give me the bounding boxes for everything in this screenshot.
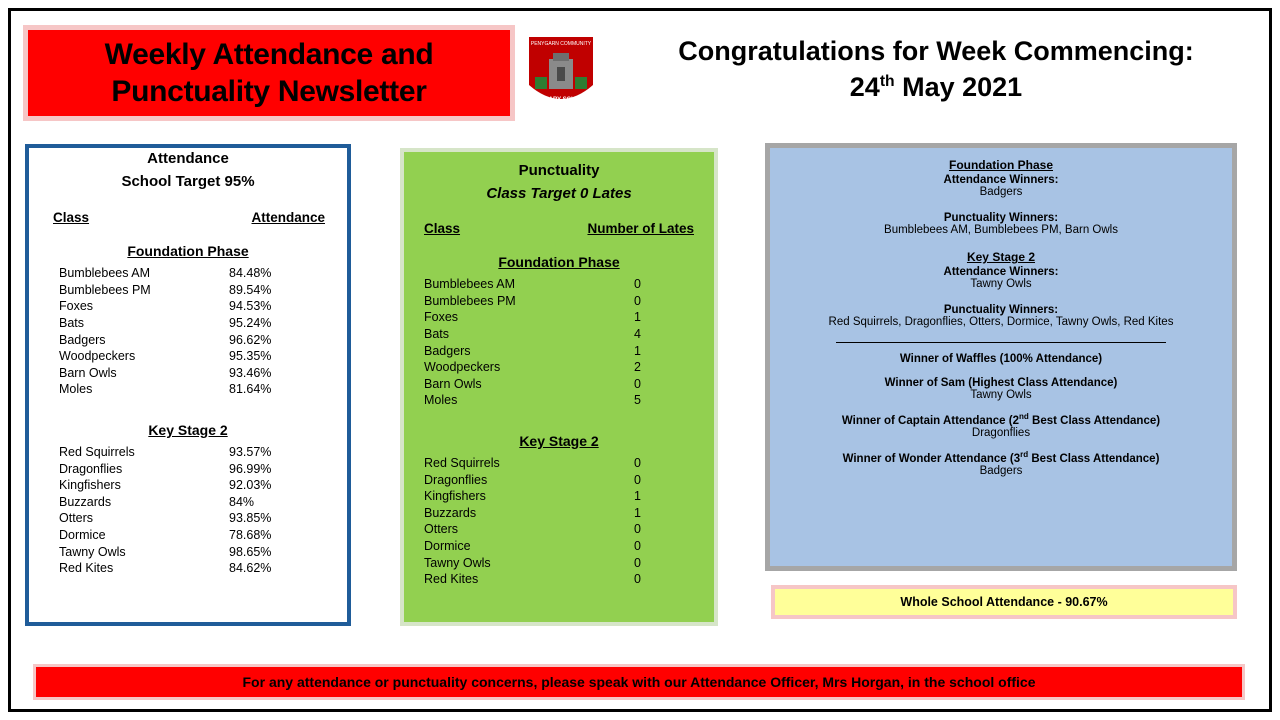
punctuality-panel xyxy=(400,148,718,626)
table-row xyxy=(404,276,714,293)
attendance-header-value: Attendance xyxy=(251,210,325,225)
table-row xyxy=(404,376,714,393)
class-value: 0 xyxy=(634,572,641,587)
table-row xyxy=(404,538,714,555)
class-value: 0 xyxy=(634,539,641,554)
class-name: Foxes xyxy=(59,299,94,314)
congratulations-date xyxy=(611,69,1261,105)
table-row xyxy=(404,392,714,409)
congratulations-date-ordinal: th xyxy=(879,73,895,91)
class-name: Tawny Owls xyxy=(424,555,491,570)
class-value: 0 xyxy=(634,522,641,537)
class-value: 98.65% xyxy=(229,544,272,559)
table-row xyxy=(29,348,347,365)
class-name: Kingfishers xyxy=(59,478,121,493)
class-name: Bumblebees AM xyxy=(59,266,151,281)
attendance-title-block xyxy=(29,148,347,193)
punctuality-subtitle: Class Target 0 Lates xyxy=(486,184,632,202)
class-value: 0 xyxy=(634,277,641,292)
class-value: 0 xyxy=(634,555,641,570)
winners-ks2-attendance-value: Tawny Owls xyxy=(970,278,1032,290)
class-value: 2 xyxy=(634,360,641,375)
class-value: 5 xyxy=(634,393,641,408)
class-name: Bumblebees AM xyxy=(424,277,516,292)
table-row xyxy=(29,460,347,477)
table-row xyxy=(404,554,714,571)
class-value: 1 xyxy=(634,310,641,325)
award-captain-label: Winner of Captain Attendance (2nd Best Class Attendance) xyxy=(841,412,1161,427)
class-name: Barn Owls xyxy=(424,376,482,391)
class-value: 0 xyxy=(634,456,641,471)
table-row xyxy=(404,505,714,522)
winners-key-stage-2-heading: Key Stage 2 xyxy=(966,250,1036,264)
table-row xyxy=(29,331,347,348)
class-name: Kingfishers xyxy=(424,489,486,504)
attendance-column-headers xyxy=(29,210,347,225)
class-value: 93.46% xyxy=(229,365,272,380)
table-row xyxy=(29,527,347,544)
divider xyxy=(836,342,1166,343)
class-name: Otters xyxy=(424,522,459,537)
table-row xyxy=(404,359,714,376)
class-name: Bumblebees PM xyxy=(424,293,516,308)
table-row xyxy=(404,471,714,488)
award-sam-value: Tawny Owls xyxy=(970,389,1032,401)
table-row xyxy=(404,342,714,359)
class-value: 96.99% xyxy=(229,461,272,476)
class-name: Moles xyxy=(59,382,93,397)
class-value: 93.57% xyxy=(229,445,272,460)
table-row xyxy=(29,494,347,511)
congratulations-date-day: 24 xyxy=(849,72,880,103)
class-name: Bats xyxy=(424,327,450,342)
punctuality-group-key-stage-2: Key Stage 2 xyxy=(519,432,599,449)
class-name: Dormice xyxy=(424,539,471,554)
award-wonder-value: Badgers xyxy=(979,464,1023,477)
table-row xyxy=(29,381,347,398)
page-title-line1: Weekly Attendance and xyxy=(104,37,434,71)
award-captain-value: Dragonflies xyxy=(971,426,1031,439)
class-value: 84% xyxy=(229,494,255,509)
table-row xyxy=(29,365,347,382)
class-name: Red Kites xyxy=(424,572,479,587)
award-sam-label: Winner of Sam (Highest Class Attendance) xyxy=(884,377,1118,389)
award-waffles-label: Winner of Waffles (100% Attendance) xyxy=(899,353,1103,365)
class-value: 95.24% xyxy=(229,316,272,331)
table-row xyxy=(404,521,714,538)
punctuality-header-value: Number of Lates xyxy=(587,221,694,236)
class-name: Otters xyxy=(59,511,94,526)
table-row xyxy=(29,560,347,577)
punctuality-column-headers xyxy=(404,221,714,236)
class-value: 95.35% xyxy=(229,349,272,364)
punctuality-group-foundation-phase: Foundation Phase xyxy=(498,254,620,270)
class-value: 1 xyxy=(634,489,641,504)
class-value: 81.64% xyxy=(229,382,272,397)
class-value: 0 xyxy=(634,472,641,487)
table-row xyxy=(404,488,714,505)
class-name: Dragonflies xyxy=(424,472,488,487)
table-row xyxy=(404,326,714,343)
class-name: Moles xyxy=(424,393,458,408)
class-name: Badgers xyxy=(59,332,106,347)
award-wonder-label: Winner of Wonder Attendance (3rd Best Class Attendance) xyxy=(842,449,1160,465)
congratulations-line1: Congratulations for Week Commencing: xyxy=(678,36,1194,66)
class-name: Buzzards xyxy=(424,505,477,520)
class-value: 89.54% xyxy=(229,282,272,297)
class-name: Woodpeckers xyxy=(424,360,501,375)
class-value: 92.03% xyxy=(229,478,272,493)
punctuality-title: Punctuality xyxy=(518,162,600,179)
class-name: Barn Owls xyxy=(59,365,117,380)
winners-fp-punctuality-label: Punctuality Winners: xyxy=(943,212,1059,224)
winners-fp-attendance-label: Attendance Winners: xyxy=(943,174,1059,186)
table-row xyxy=(29,510,347,527)
table-row xyxy=(29,298,347,315)
class-value: 4 xyxy=(634,327,641,342)
class-value: 0 xyxy=(634,293,641,308)
class-name: Dormice xyxy=(59,528,106,543)
class-value: 1 xyxy=(634,343,641,358)
class-value: 0 xyxy=(634,376,641,391)
class-name: Bumblebees PM xyxy=(59,282,151,297)
class-name: Tawny Owls xyxy=(59,544,126,559)
table-row xyxy=(29,315,347,332)
table-row xyxy=(29,282,347,299)
table-row xyxy=(404,455,714,472)
congratulations-date-rest: May 2021 xyxy=(894,72,1023,103)
winners-panel xyxy=(765,143,1237,571)
winners-fp-attendance-value: Badgers xyxy=(979,186,1023,198)
school-crest-logo xyxy=(523,33,599,115)
newsletter-page xyxy=(8,8,1272,712)
class-value: 84.48% xyxy=(229,266,272,281)
logo-text-top: PENYGARN COMMUNITY xyxy=(530,41,592,47)
class-name: Buzzards xyxy=(59,494,112,509)
attendance-group-foundation-phase: Foundation Phase xyxy=(127,243,249,259)
class-value: 93.85% xyxy=(229,511,272,526)
footer-note: For any attendance or punctuality concerns, please speak with our Attendance Officer, Mrs Horgan, in the school office xyxy=(33,664,1245,700)
table-row xyxy=(29,265,347,282)
class-value: 78.68% xyxy=(229,528,272,543)
attendance-group-key-stage-2: Key Stage 2 xyxy=(148,421,228,438)
page-title xyxy=(105,36,434,111)
class-value: 94.53% xyxy=(229,299,272,314)
class-value: 84.62% xyxy=(229,561,272,576)
class-name: Dragonflies xyxy=(59,461,123,476)
winners-ks2-punctuality-value: Red Squirrels, Dragonflies, Otters, Dormice, Tawny Owls, Red Kites xyxy=(828,316,1174,328)
winners-ks2-punctuality-label: Punctuality Winners: xyxy=(943,304,1059,316)
winners-ks2-attendance-label: Attendance Winners: xyxy=(943,266,1059,278)
punctuality-title-block xyxy=(404,152,714,205)
class-name: Badgers xyxy=(424,343,471,358)
class-value: 96.62% xyxy=(229,332,272,347)
class-name: Foxes xyxy=(424,310,459,325)
whole-school-attendance-badge: Whole School Attendance - 90.67% xyxy=(771,585,1237,619)
table-row xyxy=(404,293,714,310)
winners-fp-punctuality-value: Bumblebees AM, Bumblebees PM, Barn Owls xyxy=(884,224,1118,236)
class-name: Woodpeckers xyxy=(59,349,136,364)
attendance-title: Attendance xyxy=(147,150,229,167)
attendance-subtitle: School Target 95% xyxy=(121,172,255,190)
table-row xyxy=(29,477,347,494)
newsletter-title-box xyxy=(23,25,515,121)
attendance-panel xyxy=(25,144,351,626)
table-row xyxy=(29,444,347,461)
table-row xyxy=(404,571,714,588)
winners-foundation-phase-heading: Foundation Phase xyxy=(948,158,1053,172)
punctuality-header-class: Class xyxy=(424,221,461,236)
class-value: 1 xyxy=(634,505,641,520)
page-title-line2: Punctuality Newsletter xyxy=(111,75,427,108)
class-name: Bats xyxy=(59,316,85,331)
table-row xyxy=(404,309,714,326)
class-name: Red Squirrels xyxy=(59,445,135,460)
table-row xyxy=(29,543,347,560)
congratulations-heading xyxy=(611,33,1261,106)
class-name: Red Squirrels xyxy=(424,456,500,471)
header xyxy=(11,11,1269,133)
class-name: Red Kites xyxy=(59,561,114,576)
logo-text-bottom: PRIMARY SCHOOL xyxy=(533,97,589,103)
attendance-header-class: Class xyxy=(53,210,90,225)
